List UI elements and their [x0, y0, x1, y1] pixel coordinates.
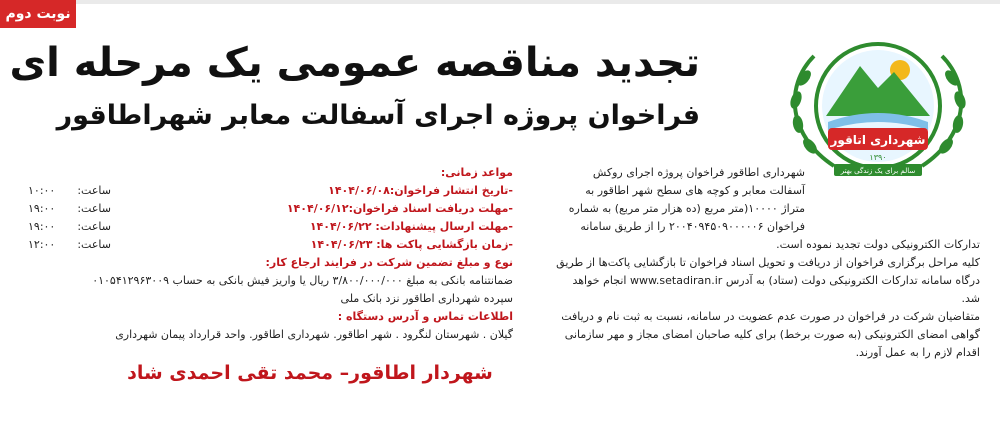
- time-label: ساعت:: [77, 184, 111, 197]
- body-line: درگاه سامانه تدارکات الکترونیکی دولت (ستاد) به آدرس www.setadiran.ir انجام خواهد: [572, 274, 980, 287]
- schedule-time: [28, 200, 111, 218]
- time-value: ۱۹:۰۰: [28, 202, 56, 215]
- intro-line: فراخوان ۲۰۰۴۰۹۴۵۰۹۰۰۰۰۰۶ را از طریق سامانه: [580, 220, 805, 233]
- schedule-label: -مهلت دریافت اسناد فراخوان:۱۴۰۴/۰۶/۱۲: [286, 202, 513, 215]
- intro-paragraph: [515, 164, 805, 236]
- schedule-label: -زمان بازگشایی پاکت ها: ۱۴۰۴/۰۶/۲۳: [310, 238, 513, 251]
- schedule-row: [8, 218, 513, 236]
- intro-line: آسفالت معابر و کوچه های سطح شهر اطاقور به: [585, 184, 805, 197]
- schedule-time: [28, 218, 111, 236]
- schedule-label: -مهلت ارسال پیشنهادات: ۱۴۰۴/۰۶/۲۲: [309, 220, 513, 233]
- schedule-heading: مواعد زمانی:: [440, 166, 513, 179]
- schedule-row: [8, 200, 513, 218]
- municipality-logo: [774, 26, 982, 178]
- body-line: اقدام لازم را به عمل آورند.: [855, 346, 980, 359]
- schedule-time: [28, 182, 111, 200]
- contact-heading: اطلاعات تماس و آدرس دستگاه :: [337, 310, 513, 323]
- schedule-row: [8, 236, 513, 254]
- time-value: ۱۲:۰۰: [28, 238, 56, 251]
- body-line: متقاضیان شرکت در فراخوان در صورت عدم عضویت در سامانه، نسبت به ثبت نام و دریافت: [561, 310, 980, 323]
- time-label: ساعت:: [77, 238, 111, 251]
- schedule-label: -تاریخ انتشار فراخوان:۱۴۰۴/۰۶/۰۸: [328, 184, 513, 197]
- guarantee-heading: نوع و مبلغ تضمین شرکت در فرایند ارجاع کار:: [265, 256, 513, 269]
- time-value: ۱۹:۰۰: [28, 220, 56, 233]
- body-line: گواهی امضای الکترونیکی (به صورت برخط) برای کلیه صاحبان امضای مجاز و مهر سازمانی: [564, 328, 980, 341]
- body-line: شد.: [961, 292, 980, 305]
- body-paragraph: [515, 236, 980, 362]
- second-round-badge: نوبت دوم: [0, 0, 76, 28]
- page-subtitle: فراخوان پروژه اجرای آسفالت معابر شهراطاقور: [56, 100, 700, 131]
- body-line: تدارکات الکترونیکی دولت تجدید نموده است.: [776, 238, 980, 251]
- intro-line: متراژ ۱۰۰۰۰(متر مربع (ده هزار متر مربع) به شماره: [568, 202, 805, 215]
- logo-motto: سالم برای یک زندگی بهتر: [840, 167, 916, 175]
- logo-name: شهرداری اتاقور: [830, 133, 926, 147]
- details-column: [8, 164, 513, 344]
- logo-emblem: [774, 26, 982, 178]
- time-label: ساعت:: [77, 202, 111, 215]
- body-line: کلیه مراحل برگزاری فراخوان از دریافت و تحویل اسناد فراخوان تا بازگشایی پاکت‌ها از طریق: [556, 256, 980, 269]
- schedule-time: [28, 236, 111, 254]
- mayor-signature: شهردار اطاقور– محمد تقی احمدی شاد: [127, 362, 493, 384]
- guarantee-line: سپرده شهرداری اطاقور نزد بانک ملی: [340, 292, 513, 305]
- guarantee-line: ضمانتنامه بانکی به مبلغ ۳/۸۰۰/۰۰۰/۰۰۰ ریال یا واریز فیش بانکی به حساب ۰۱۰۵۴۱۲۹۶۳۰۰۹: [92, 274, 513, 287]
- contact-address: گیلان . شهرستان لنگرود . شهر اطاقور. شهرداری اطاقور. واحد قرارداد پیمان شهرداری: [115, 328, 513, 341]
- top-divider: [0, 0, 1000, 4]
- page-title: تجدید مناقصه عمومی یک مرحله ای: [9, 40, 700, 86]
- schedule-row: [8, 182, 513, 200]
- time-label: ساعت:: [77, 220, 111, 233]
- time-value: ۱۰:۰۰: [28, 184, 56, 197]
- intro-line: شهرداری اطاقور فراخوان پروژه اجرای روکش: [592, 166, 805, 179]
- logo-year: ۱۳۹۰: [869, 153, 887, 162]
